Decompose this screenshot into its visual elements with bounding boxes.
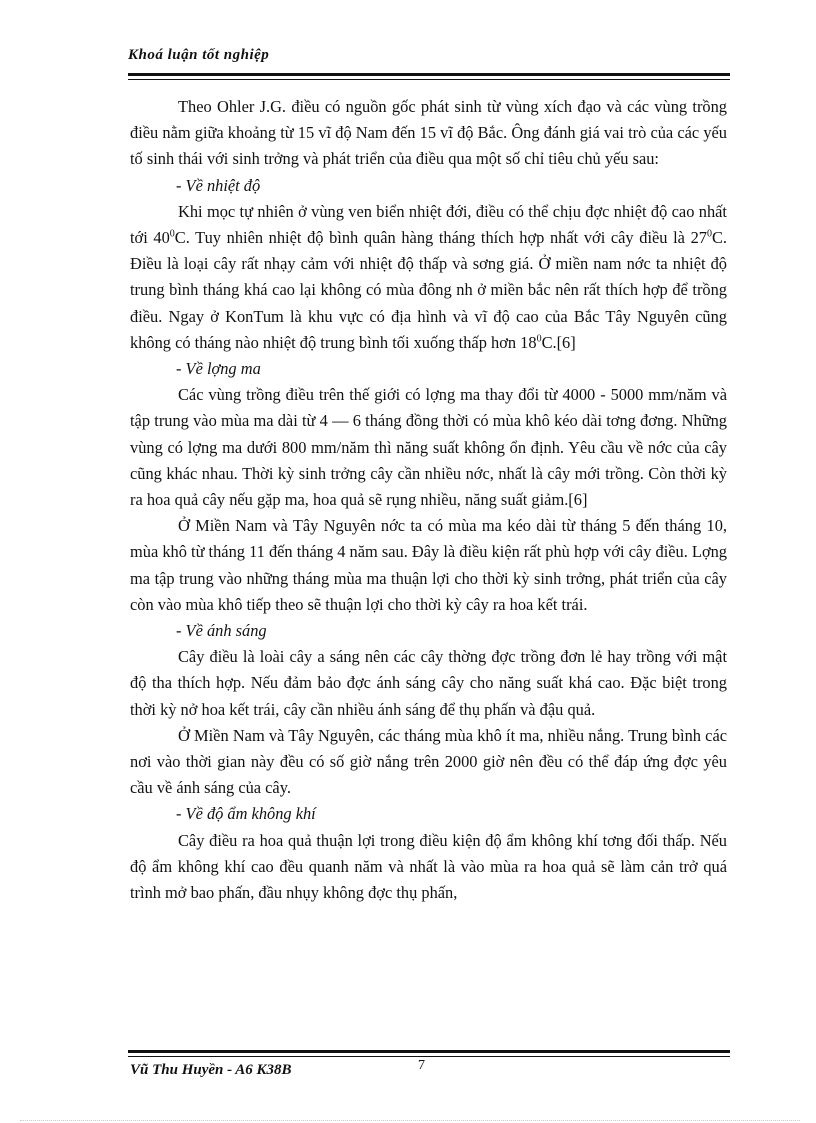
subheading-temperature: - Về nhiệt độ xyxy=(176,175,261,195)
paragraph-light: Cây điều là loài cây a sáng nên các cây thờng đợc trồng đơn lẻ hay trồng với mật độ tha thích hợp. Nếu đảm bảo đợc ánh sáng cây cho năng suất khá cao. Đặc biệt trong thời kỳ nở hoa kết trái, cây cần nhiều ánh sáng để thụ phấn và đậu quả. xyxy=(130,647,727,719)
header-title: Khoá luận tốt nghiệp xyxy=(128,47,270,63)
paragraph-rainfall: Các vùng trồng điều trên thế giới có lợng ma thay đổi từ 4000 - 5000 mm/năm và tập trung vào mùa ma dài từ 4 — 6 tháng đồng thời có mùa khô kéo dài tơng đơng. Những vùng có lợng ma dưới 800 mm/năm thì năng suất không ổn định. Yêu cầu về nớc của cây cũng khác nhau. Thời kỳ sinh trởng cây cần nhiều nớc, nhất là cây mới trồng. Còn thời kỳ ra hoa quả cây nếu gặp ma, hoa quả sẽ rụng nhiều, năng suất giảm.[6] xyxy=(130,385,727,510)
paragraph-light-south: Ở Miền Nam và Tây Nguyên, các tháng mùa khô ít ma, nhiều nắng. Trung bình các nơi vào thời gian này đều có số giờ nắng trên 2000 giờ nên đều có thể đáp ứng đợc yêu cầu về ánh sáng của cây. xyxy=(130,725,727,798)
footer-rule-thin xyxy=(128,1056,730,1057)
footer-author: Vũ Thu Huyền - A6 K38B xyxy=(130,1062,292,1078)
subheading-rainfall: - Về lợng ma xyxy=(176,359,261,379)
temperature-text-a: Khi mọc tự nhiên ở vùng ven biển nhiệt đới, điều có thể chịu đợc nhiệt độ cao nhất tới 40 xyxy=(130,201,727,248)
header-rule-thin xyxy=(128,79,730,80)
paragraph-temperature xyxy=(130,199,727,356)
subheading-humidity: - Về độ ẩm không khí xyxy=(176,804,316,824)
temperature-text-b: C. Tuy nhiên nhiệt độ bình quân hàng tháng thích hợp nhất với cây điều là 27 xyxy=(174,228,707,248)
paragraph-intro: Theo Ohler J.G. điều có nguồn gốc phát sinh từ vùng xích đạo và các vùng trồng điều nằm giữa khoảng từ 15 vĩ độ Nam đến 15 vĩ độ Bắc. Ông đánh giá vai trò của các yếu tố sinh thái với sinh trởng và phát triển của điều qua một số chỉ tiêu chủ yếu sau: xyxy=(130,97,727,169)
paragraph-humidity: Cây điều ra hoa quả thuận lợi trong điều kiện độ ẩm không khí tơng đối thấp. Nếu độ ẩm không khí cao đều quanh năm và nhất là vào mùa ra hoa quả sẽ làm cản trở quá trình mở bao phấn, đầu nhụy không đợc thụ phấn, xyxy=(130,830,727,903)
header-rule-thick xyxy=(128,73,730,76)
paragraph-rainfall-south: Ở Miền Nam và Tây Nguyên nớc ta có mùa ma kéo dài từ tháng 5 đến tháng 10, mùa khô từ tháng 11 đến tháng 4 năm sau. Đây là điều kiện rất phù hợp với cây điều. Lợng ma tập trung vào những tháng mùa ma thuận lợi cho thời kỳ sinh trởng, phát triển của cây còn vào mùa khô tiếp theo sẽ thuận lợi cho thời kỳ cây ra hoa kết trái. xyxy=(130,516,727,614)
degree-sup: 0 xyxy=(706,228,712,240)
page-edge-divider xyxy=(20,1120,800,1121)
degree-sup: 0 xyxy=(169,228,175,240)
page-number: 7 xyxy=(418,1058,425,1073)
temperature-text-c: C. Điều là loại cây rất nhạy cảm với nhiệt độ thấp và sơng giá. Ở miền nam nớc ta nhiệt độ trung bình tháng khá cao lại không có mùa đông nh ở miền bắc nên rất thích hợp để trồng điều. Ngay ở KonTum là khu vực có địa hình và vĩ độ cao của Bắc Tây Nguyên cũng không có tháng nào nhiệt độ trung bình tối xuống thấp hơn 18 xyxy=(130,228,727,352)
degree-sup: 0 xyxy=(536,333,542,345)
temperature-text-d: C.[6] xyxy=(541,332,576,352)
document-body xyxy=(130,94,727,906)
subheading-light: - Về ánh sáng xyxy=(176,621,267,641)
footer-rule-thick xyxy=(128,1050,730,1053)
